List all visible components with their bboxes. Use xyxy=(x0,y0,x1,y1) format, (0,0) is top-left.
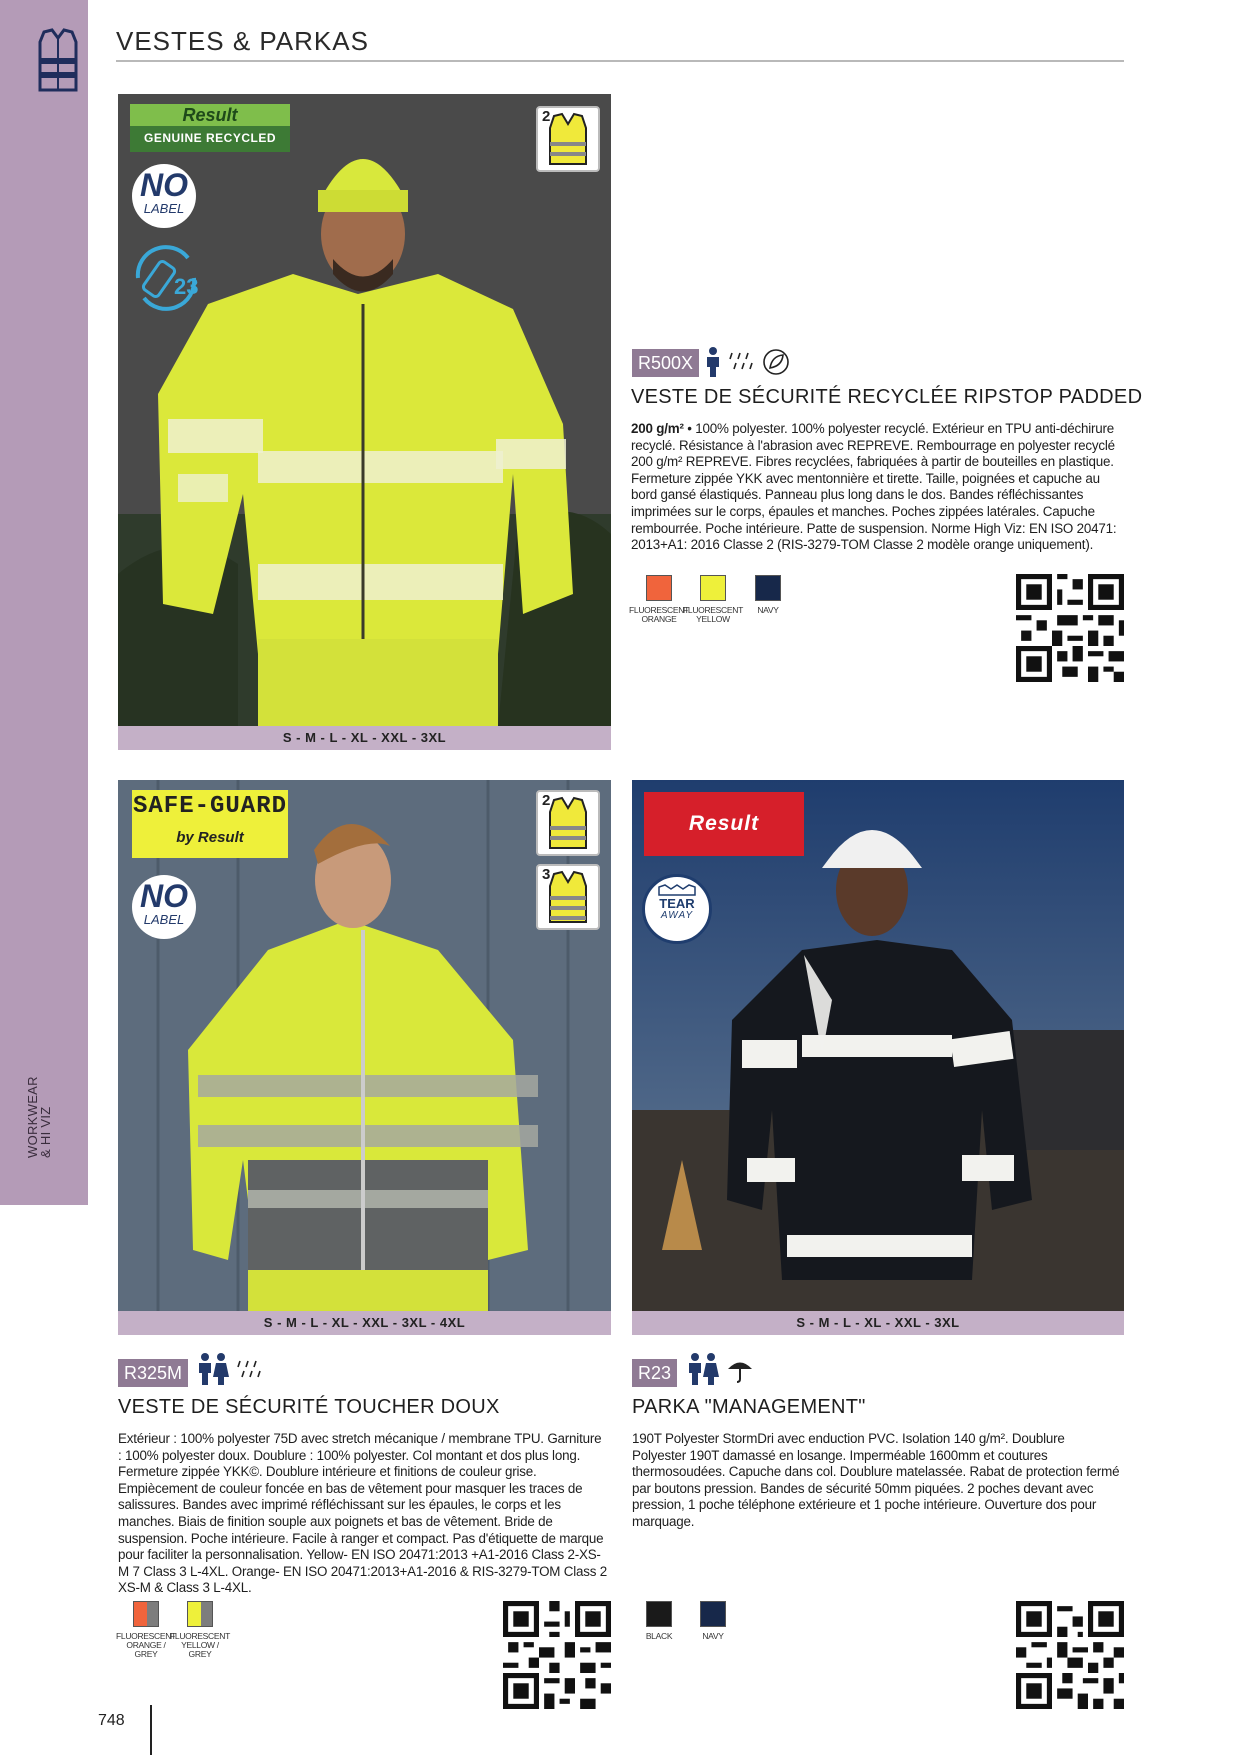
vest-icon xyxy=(36,28,80,94)
size-range-bar: S - M - L - XL - XXL - 3XL xyxy=(118,726,611,750)
title-divider xyxy=(116,60,1124,62)
product-description: 200 g/m² • 100% polyester. 100% polyester recyclé. Extérieur en TPU anti-déchirure recyclé. Résistance à l'abrasion avec REPREVE. Rembourrage en polyester recyclé 200 g/m² REPREVE. Fibres recyclées, fabriquées à partir de bouteilles en plastique. Fermeture zippée YKK avec mentonnière et tirette. Taille, poignées et capuche au bord gansé élastiqués. Panneau plus long dans le dos. Bandes réfléchissantes imprimées sur le corps, épaules et manches. Poches zippées latérales. Capuche rembourrée. Poche intérieure. Patte de suspension. Norme High Viz: EN ISO 20471: 2013+A1: 2016 Classe 2 (RIS-3279-TOM Classe 2 modèle orange uniquement). xyxy=(631,421,1117,553)
no-label-badge: NO LABEL xyxy=(132,164,196,228)
product-code: R23 xyxy=(632,1359,677,1387)
color-swatch-fluorescent-yellow[interactable] xyxy=(700,575,726,601)
product-title: VESTE DE SÉCURITÉ TOUCHER DOUX xyxy=(118,1396,500,1418)
product-description: 190T Polyester StormDri avec enduction PVC. Isolation 140 g/m². Doublure Polyester 190T damassé en losange. Imperméable 1600mm et coutures thermosoudées. Capuche dans col. Doublure matelassée. Rabat de protection fermé par boutons pression. Bandes de sécurité 50mm piquées. 2 poches devant avec pression, 1 poche téléphone extérieure et 1 poche intérieure. Ouverture dos pour marquage. xyxy=(632,1431,1120,1529)
color-swatch-fluorescent-orange[interactable] xyxy=(646,575,672,601)
sidebar-section-label: WORKWEAR & HI VIZ xyxy=(25,1076,53,1158)
tear-label-icon xyxy=(657,883,697,897)
color-label: FLUORESCENT ORANGE xyxy=(629,605,689,624)
waterproof-icon xyxy=(728,349,756,375)
color-swatch-navy[interactable] xyxy=(755,575,781,601)
product-code: R325M xyxy=(118,1359,188,1387)
page-number: 748 xyxy=(98,1712,125,1729)
product-feature-icons xyxy=(196,1355,264,1385)
unisex-icon xyxy=(686,1353,720,1387)
eco-leaf-icon xyxy=(762,348,790,376)
page-title: VESTES & PARKAS xyxy=(116,26,369,56)
waterproof-icon xyxy=(236,1357,264,1383)
color-label: FLUORESCENT YELLOW / GREY xyxy=(170,1631,230,1659)
sidebar-band xyxy=(0,0,88,1205)
color-swatch-yellow-grey[interactable] xyxy=(187,1601,213,1627)
product-photo-r23 xyxy=(632,780,1124,1311)
product-feature-icons xyxy=(704,347,790,377)
color-swatch-orange-grey[interactable] xyxy=(133,1601,159,1627)
color-label: NAVY xyxy=(757,605,779,615)
product-feature-icons xyxy=(686,1355,754,1385)
qr-code[interactable] xyxy=(1016,574,1124,682)
male-icon xyxy=(704,347,722,377)
result-brand-badge: Result xyxy=(644,792,804,856)
result-recycled-badge: Result GENUINE RECYCLED xyxy=(130,104,290,152)
no-label-badge: NO LABEL xyxy=(132,875,196,939)
qr-code[interactable] xyxy=(503,1601,611,1709)
product-photo-r325m xyxy=(118,780,611,1311)
safe-guard-brand-badge: SAFE-GUARD by Result xyxy=(132,790,288,858)
hi-viz-class2-badge: 2 xyxy=(536,790,600,856)
qr-code[interactable] xyxy=(1016,1601,1124,1709)
umbrella-icon xyxy=(726,1356,754,1384)
color-label: FLUORESCENT YELLOW xyxy=(683,605,743,624)
product-title: VESTE DE SÉCURITÉ RECYCLÉE RIPSTOP PADDED xyxy=(631,386,1143,408)
hi-viz-class3-badge: 3 xyxy=(536,864,600,930)
size-range-bar: S - M - L - XL - XXL - 3XL - 4XL xyxy=(118,1311,611,1335)
product-title: PARKA "MANAGEMENT" xyxy=(632,1396,866,1418)
footer-divider xyxy=(150,1705,152,1755)
recycled-bottles-badge: 23 xyxy=(128,240,204,316)
color-label: BLACK xyxy=(645,1631,673,1641)
product-code: R500X xyxy=(632,349,699,377)
size-range-bar: S - M - L - XL - XXL - 3XL xyxy=(632,1311,1124,1335)
color-swatch-navy[interactable] xyxy=(700,1601,726,1627)
color-swatch-black[interactable] xyxy=(646,1601,672,1627)
product-description: Extérieur : 100% polyester 75D avec stretch mécanique / membrane TPU. Garniture : 100% polyester doux. Doublure : 100% polyester. Col montant et dos plus long. Fermeture zippée YKK©. Doublure intérieure et finitions de couleur grise. Empiècement de couleur foncée en bas de vêtement pour masquer les traces de salissures. Bandes avec imprimé réfléchissant sur les épaules, le corps et les manches. Biais de finition souple aux poignets et bas de vêtement. Bride de suspension. Poche intérieure. Facile à ranger et compact. Pas d'étiquette de marque pour faciliter la personnalisation. Yellow- EN ISO 20471:2013 +A1-2016 Class 2-XS-M 7 Class 3 L-4XL. Orange- EN ISO 20471:2013+A1-2016 & RIS-3279-TOM Class 2 XS-M & Class 3 L-4XL. xyxy=(118,1431,608,1596)
tear-away-badge: TEAR AWAY xyxy=(642,874,712,944)
hi-viz-class-badge: 2 xyxy=(536,106,600,172)
unisex-icon xyxy=(196,1353,230,1387)
color-label: FLUORESCENT ORANGE / GREY xyxy=(116,1631,176,1659)
color-label: NAVY xyxy=(702,1631,724,1641)
